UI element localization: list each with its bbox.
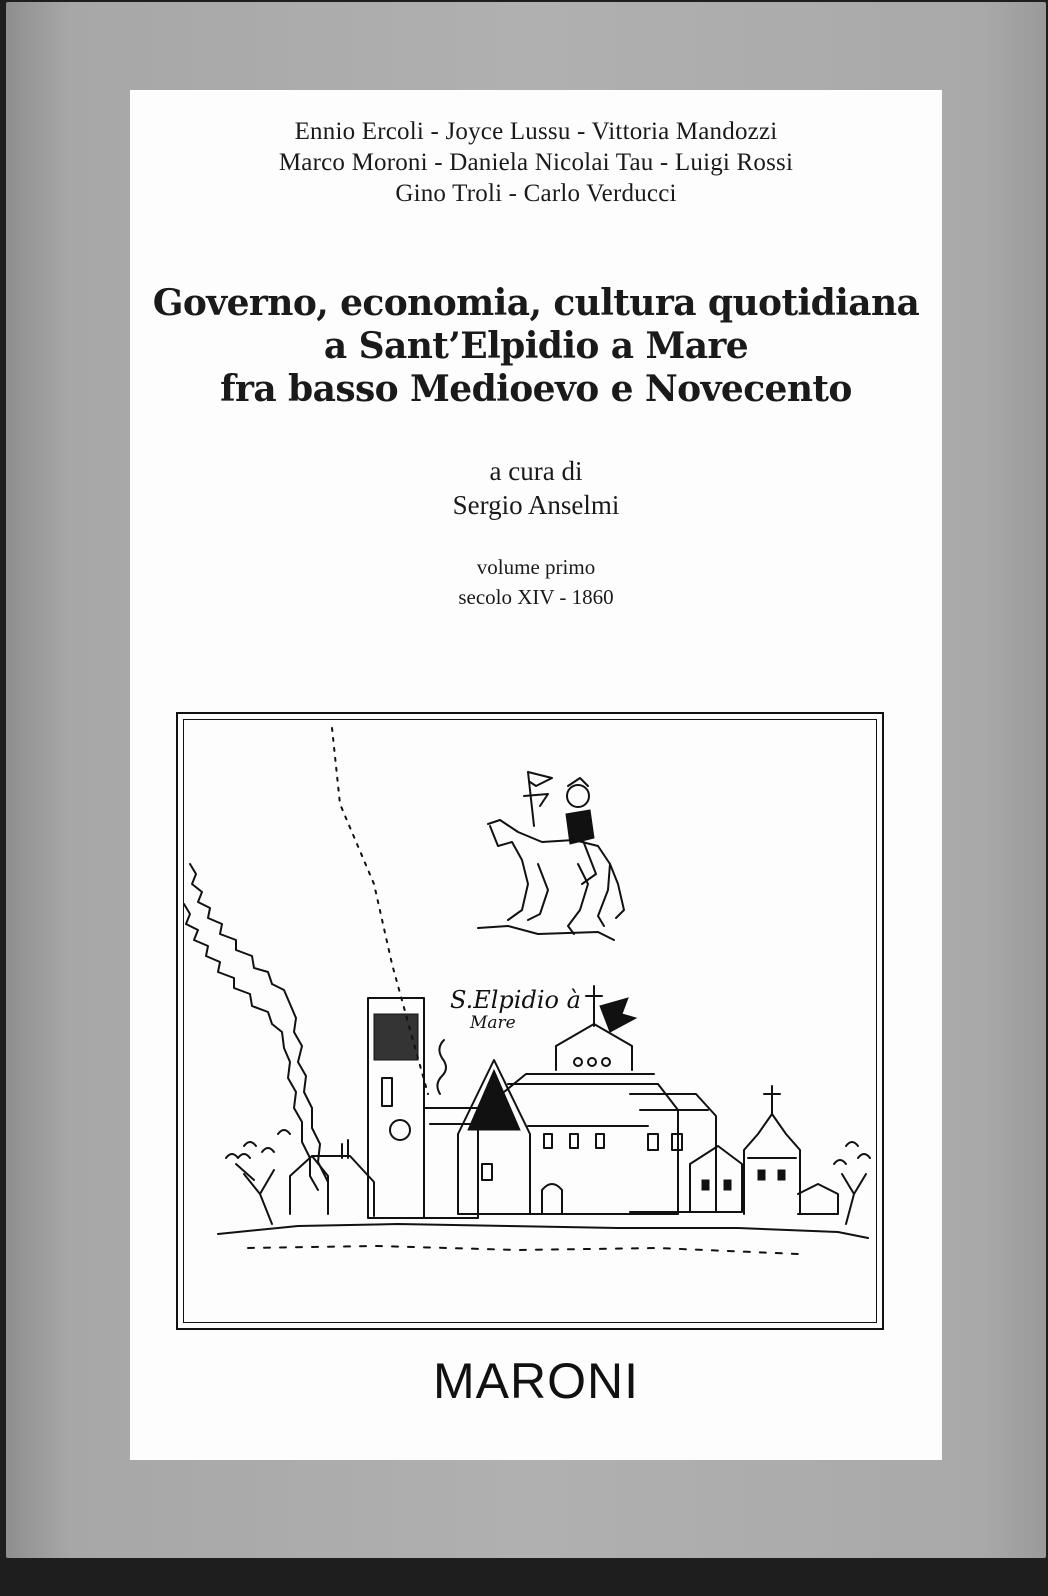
- authors-line: Gino Troli - Carlo Verducci: [395, 180, 677, 207]
- town-drawing: [178, 714, 882, 1328]
- book-cover: [6, 2, 1046, 1558]
- title-line: Governo, economia, cultura quotidiana: [152, 282, 920, 324]
- authors-block: [130, 116, 942, 209]
- volume-block: [130, 552, 942, 612]
- cover-label: [130, 90, 942, 1460]
- authors-line: Ennio Ercoli - Joyce Lussu - Vittoria Mandozzi: [294, 118, 778, 145]
- authors-line: Marco Moroni - Daniela Nicolai Tau - Luigi Rossi: [278, 149, 794, 176]
- drawing-caption-line2: Mare: [470, 1013, 516, 1033]
- drawing-caption-line1: S.Elpidio à: [450, 986, 581, 1014]
- curator-block: [130, 454, 942, 522]
- illustration-frame: [176, 712, 884, 1330]
- title-line: fra basso Medioevo e Novecento: [220, 368, 852, 410]
- book-title: [130, 282, 942, 411]
- period-label: secolo XIV - 1860: [458, 585, 614, 609]
- title-line: a Sant’Elpidio a Mare: [323, 325, 749, 367]
- curator-name: Sergio Anselmi: [452, 490, 620, 520]
- publisher-name: MARONI: [433, 1353, 639, 1409]
- volume-label: volume primo: [476, 555, 596, 579]
- curator-prefix: a cura di: [489, 456, 583, 486]
- horseman-figure: [478, 772, 624, 940]
- town-buildings: [218, 986, 870, 1254]
